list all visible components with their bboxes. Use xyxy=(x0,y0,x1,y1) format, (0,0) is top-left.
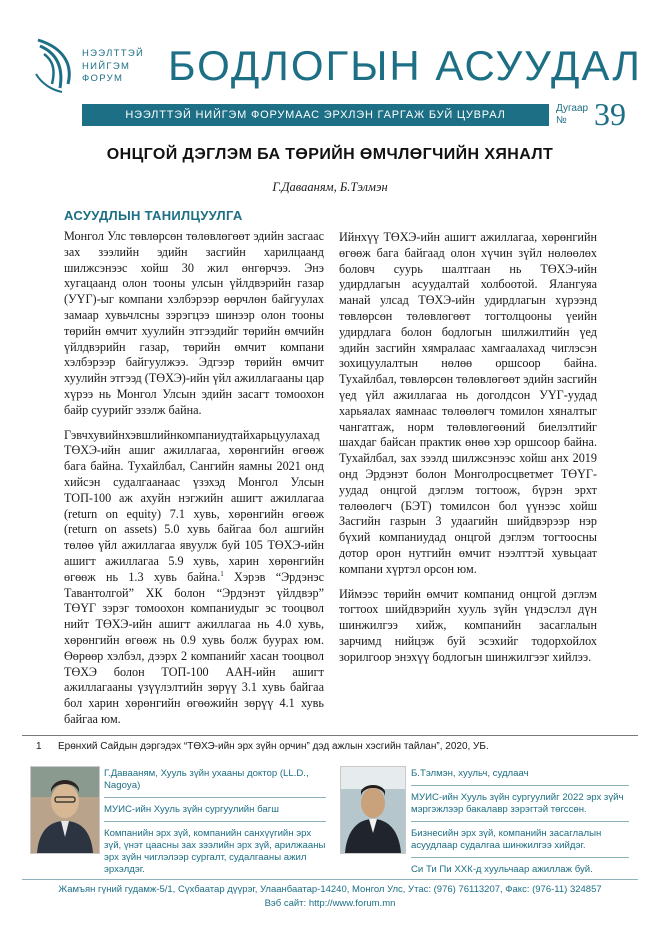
author-position: МУИС-ийн Хууль зүйн сургуулийн багш xyxy=(104,804,279,815)
author-details: Бизнесийн эрх зүй, компанийн засаглалын асуудлаар судалгаа шинжилгээ хийдэг. xyxy=(411,828,602,851)
issue-label xyxy=(556,103,596,127)
series-band: НЭЭЛТТЭЙ НИЙГЭМ ФОРУМААС ЭРХЛЭН ГАРГАЖ БУЙ ЦУВРАЛ xyxy=(82,104,549,126)
paragraph: Иймээс төрийн өмчит компанид онцгой дэглэм тогтоох шийдвэрийн хууль зүйн үндэслэл дүн шинжилгээ хийж, компанийн засаглалын зарчимд нийцэж буй эсэхийг тодорхойлох зорилгоор энэхүү бодлогын шинжилгээг хийлээ. xyxy=(339,586,597,664)
left-column xyxy=(64,229,324,737)
issue-label-word: Дугаар xyxy=(556,103,589,114)
paragraph: Монгол Улс төвлөрсөн төлөвлөгөөт эдийн засгаас зах зээлийн эдийн засгийн харилцаанд шилжсэнээс хойш 30 жил өнгөрчээ. Энэ хугацаанд олон тооны улсын үйлдвэрийн газар (УҮГ)-ыг компани хэлбэрээр өөрчлөн байгуулах замаар хувьчлсны зэрэгцээ шинээр олон тооны төрийн өмчит хуулийн этгээдийг төрийн өмчийн үйлдвэрийн газар, төрийн өмчит компани хэлбэрээр байгуулжээ. Эдгээр төрийн өмчит хуулийн этгээд (ТӨХЭ)-ийн үйл ажиллагааны цар хүрээ нь Монгол Улсын эдийн засагт томоохон байр суурийг эзэлж байна. xyxy=(64,229,324,417)
paragraph-text: Хэрэв “Эрдэнэс Тавантолгой” ХК болон “Эрдэнэт үйлдвэр” ТӨҮГ зэрэг томоохон компаниудыг эс тооцвол нийт ТӨХЭ-ийн ашигт ажиллагаа нь 4.0 хувь, хөрөнгийн өгөөж нь 0.9 хувь болж буурах юм. Өөрөөр хэлбэл, дээрх 2 компанийг хасан тооцвол ТӨХЭ болон ТОП-100 ААН-ийн ашигт ажиллагааны үзүүлэлтийн зөрүү 3.1 хувь байгаа бол харин хөрөнгийн өгөөжийн зөрүү 4.1 хувь байгаа юм. xyxy=(64,569,324,726)
section-heading: АСУУДЛЫН ТАНИЛЦУУЛГА xyxy=(64,208,243,223)
footnote-divider xyxy=(22,735,638,736)
paragraph-text: Гэвчхувийнхэвшлийнкомпаниудтайхарьцуулахад ТӨХЭ-ийн ашиг ажиллагаа, хөрөнгийн өгөөж бага байна. Тухайлбал, Сангийн яамны 2021 онд хийсэн судалгаанаас үзэхэд Монгол Улсын ТОП-100 аж ахуйн нэгжийн ашигт ажиллагаа (return on equity) 7.1 хувь, хөрөнгийн өгөөж (return on assets) 5.0 хувь байгаа бол ашгийн төлөө үйл ажиллагаа явуулж буй 105 ТӨХЭ-ийн ашигт ажиллагаа 5.9 хувь, харин хөрөнгийн өгөөж нь 1.3 хувь байна. xyxy=(64,427,324,584)
bio-divider xyxy=(104,821,326,822)
logo-wordmark xyxy=(82,48,144,86)
paragraph xyxy=(64,428,324,728)
open-society-logo-icon xyxy=(34,38,78,94)
author-position: МУИС-ийн Хууль зүйн сургуулийг 2022 эрх зүйч мэргэжлээр бакалавр зэрэгтэй төгссөн. xyxy=(411,792,624,815)
bio-divider xyxy=(411,857,629,858)
document-title: ОНЦГОЙ ДЭГЛЭМ БА ТӨРИЙН ӨМЧЛӨГЧИЙН ХЯНАЛТ xyxy=(106,146,554,163)
author-photo-davaanyam xyxy=(30,766,100,854)
authors-line: Г.Даваaням, Б.Тэлмэн xyxy=(272,180,388,194)
right-column xyxy=(339,230,597,675)
bio-divider xyxy=(411,821,629,822)
author-name: Б.Тэлмэн, хуульч, судлаач xyxy=(411,768,529,779)
author-bio-davaanyam xyxy=(104,768,326,876)
footer-address: Жамъян гүний гудамж-5/1, Сүхбаатар дүүрэг, Улаанбаатар-14240, Монгол Улс, Утас: (976) 76113207, Факс: (976-11) 324857 xyxy=(58,884,602,895)
author-bio-telmen xyxy=(411,768,629,876)
footnote-ref[interactable]: 1 xyxy=(220,569,224,578)
masthead-title: БОДЛОГЫН АСУУДАЛ xyxy=(168,42,642,89)
author-extra: Си Ти Пи ХХК-д хуульчаар ажиллаж буй. xyxy=(411,864,593,875)
footer-website-link[interactable]: Вэб сайт: http://www.forum.mn xyxy=(264,898,396,909)
paragraph: Ийнхүү ТӨХЭ-ийн ашигт ажиллагаа, хөрөнгийн өгөөж бага байгаад олон хүчин зүйл нөлөөлөх боловч суурь шалтгаан нь ТӨХЭ-ийн удирдлагын асуудалтай холбоотой. Ялангуяа манай улсад ТӨХЭ-ийн удирдлагын хүрээнд төвлөрсөн төлөвлөгөөт тогтолцооны үеийн удирдлага болон бодлогын шилжилтийн үед эдийн засгийн хямралаас хамгаалахад чиглэсэн зохицуулалтын нөлөө оршсоор байна. Тухайлбал, төвлөрсөн төлөвлөгөөт эдийн засгийн үед үйл ажиллагаа нь доголдсон УҮГ-уудад харьяалах яамнаас төлөөлөгч томилон хяналтыг чангатгаж, норм төлөвлөгөөний биелэлтийг шахдаг байсан практик өнөө хэр оршсоор байна. Тухайлбал, зах зээлд шилжсэнээс хойш анх 2019 онд Эрдэнэт болон Монголросцветмет ТӨҮГ-уудад онцгой дэглэм тогтоож, бүрэн эрхт төлөөлөгч (БЭТ) томилсон бол үүнээс хойш Засгийн газрын 3 удаагийн шийдвэрээр нэр бүхий компаниудад онцгой дэглэм тогтоосны дотор орон нутгийн өмчит нээлттэй хувьцаат компани хүртэл орсон юм. xyxy=(339,230,597,576)
issue-label-symbol: № xyxy=(556,115,567,126)
logo-line: ФОРУМ xyxy=(82,73,124,84)
bio-divider xyxy=(104,797,326,798)
author-details: Компанийн эрх зүй, компанийн санхүүгийн эрх зүй, үнэт цаасны зах зээлийн эрх зүй, арилжааны эрх зүйн чиглэлээр сургалт, судалгааны ажил эрхэлдэг. xyxy=(104,828,326,875)
author-photo-telmen xyxy=(340,766,406,854)
author-name: Г.Даваaням, Хууль зүйн ухааны доктор (LL.D., Nagoya) xyxy=(104,768,309,791)
footnote-text: Ерөнхий Сайдын дэргэдэх “ТӨХЭ-ийн эрх зүйн орчин” дэд ажлын хэсгийн тайлан”, 2020, УБ. xyxy=(58,741,489,752)
footnote-number: 1 xyxy=(36,741,42,752)
issue-number: 39 xyxy=(594,96,626,132)
footer-divider xyxy=(22,879,638,880)
logo-line: НЭЭЛТТЭЙ xyxy=(82,48,145,59)
logo-line: НИЙГЭМ xyxy=(82,60,131,72)
bio-divider xyxy=(411,785,629,786)
